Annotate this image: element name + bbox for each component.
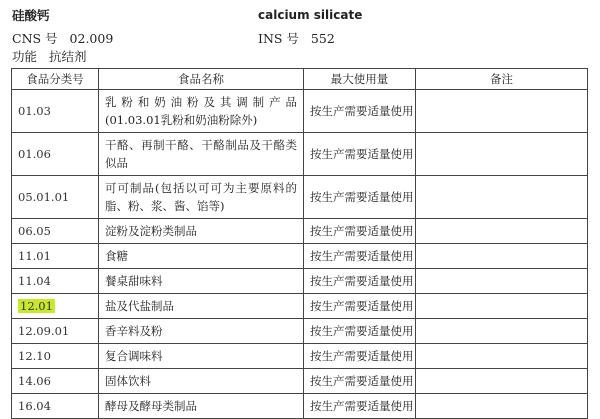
max-usage: 按生产需要适量使用 (304, 219, 416, 244)
remarks (416, 294, 588, 319)
max-usage: 按生产需要适量使用 (304, 269, 416, 294)
food-name: 淀粉及淀粉类制品 (99, 219, 304, 244)
max-usage: 按生产需要适量使用 (304, 369, 416, 394)
ins-value: 552 (310, 31, 335, 46)
table-row (12, 269, 588, 294)
food-name: 干酪、再制干酪、干酪制品及干酪类似品 (99, 133, 304, 176)
food-name: 固体饮料 (99, 369, 304, 394)
food-name: 盐及代盐制品 (99, 294, 304, 319)
max-usage: 按生产需要适量使用 (304, 133, 416, 176)
max-usage: 按生产需要适量使用 (304, 294, 416, 319)
table-row (12, 369, 588, 394)
remarks (416, 133, 588, 176)
max-usage: 按生产需要适量使用 (304, 90, 416, 133)
col-header-remarks: 备注 (416, 69, 588, 90)
remarks (416, 176, 588, 219)
remarks (416, 344, 588, 369)
table-row (12, 319, 588, 344)
remarks (416, 90, 588, 133)
food-name: 乳粉和奶油粉及其调制产品(01.03.01乳粉和奶油粉除外) (99, 90, 304, 133)
food-name: 香辛料及粉 (99, 319, 304, 344)
table-row (12, 394, 588, 419)
category-code: 05.01.01 (12, 176, 99, 219)
category-code: 11.04 (12, 269, 99, 294)
max-usage: 按生产需要适量使用 (304, 344, 416, 369)
food-name: 酵母及酵母类制品 (99, 394, 304, 419)
category-code: 06.05 (12, 219, 99, 244)
table-row (12, 294, 588, 319)
max-usage: 按生产需要适量使用 (304, 244, 416, 269)
food-name: 复合调味料 (99, 344, 304, 369)
additive-name-cn: 硅酸钙 (12, 8, 50, 23)
usage-table (11, 68, 588, 419)
col-header-food-name: 食品名称 (99, 69, 304, 90)
remarks (416, 244, 588, 269)
highlighted-category-code: 12.01 (20, 299, 53, 313)
table-header-row (12, 69, 588, 90)
function-label: 功能 (12, 49, 38, 64)
food-name: 餐桌甜味料 (99, 269, 304, 294)
remarks (416, 369, 588, 394)
function-value: 抗结剂 (49, 49, 87, 64)
additive-name-en: calcium silicate (258, 8, 363, 22)
cns-label: CNS 号 (12, 31, 58, 46)
ins-label: INS 号 (258, 31, 299, 46)
function (12, 47, 87, 65)
remarks (416, 319, 588, 344)
remarks (416, 269, 588, 294)
category-code-cell (12, 294, 99, 319)
table-row (12, 244, 588, 269)
table-row (12, 344, 588, 369)
col-header-category-code: 食品分类号 (12, 69, 99, 90)
max-usage: 按生产需要适量使用 (304, 176, 416, 219)
category-code: 12.09.01 (12, 319, 99, 344)
category-code: 01.03 (12, 90, 99, 133)
max-usage: 按生产需要适量使用 (304, 394, 416, 419)
category-code: 16.04 (12, 394, 99, 419)
category-code: 01.06 (12, 133, 99, 176)
max-usage: 按生产需要适量使用 (304, 319, 416, 344)
remarks (416, 219, 588, 244)
col-header-max-usage: 最大使用量 (304, 69, 416, 90)
category-code: 14.06 (12, 369, 99, 394)
category-code: 12.10 (12, 344, 99, 369)
table-row (12, 219, 588, 244)
cns-value: 02.009 (69, 31, 114, 46)
food-name: 食糖 (99, 244, 304, 269)
category-code: 11.01 (12, 244, 99, 269)
ins-number (258, 29, 335, 47)
cns-number (12, 29, 113, 47)
remarks (416, 394, 588, 419)
table-row (12, 176, 588, 219)
food-name: 可可制品(包括以可可为主要原料的脂、粉、浆、酱、馅等) (99, 176, 304, 219)
table-row (12, 133, 588, 176)
table-row (12, 90, 588, 133)
